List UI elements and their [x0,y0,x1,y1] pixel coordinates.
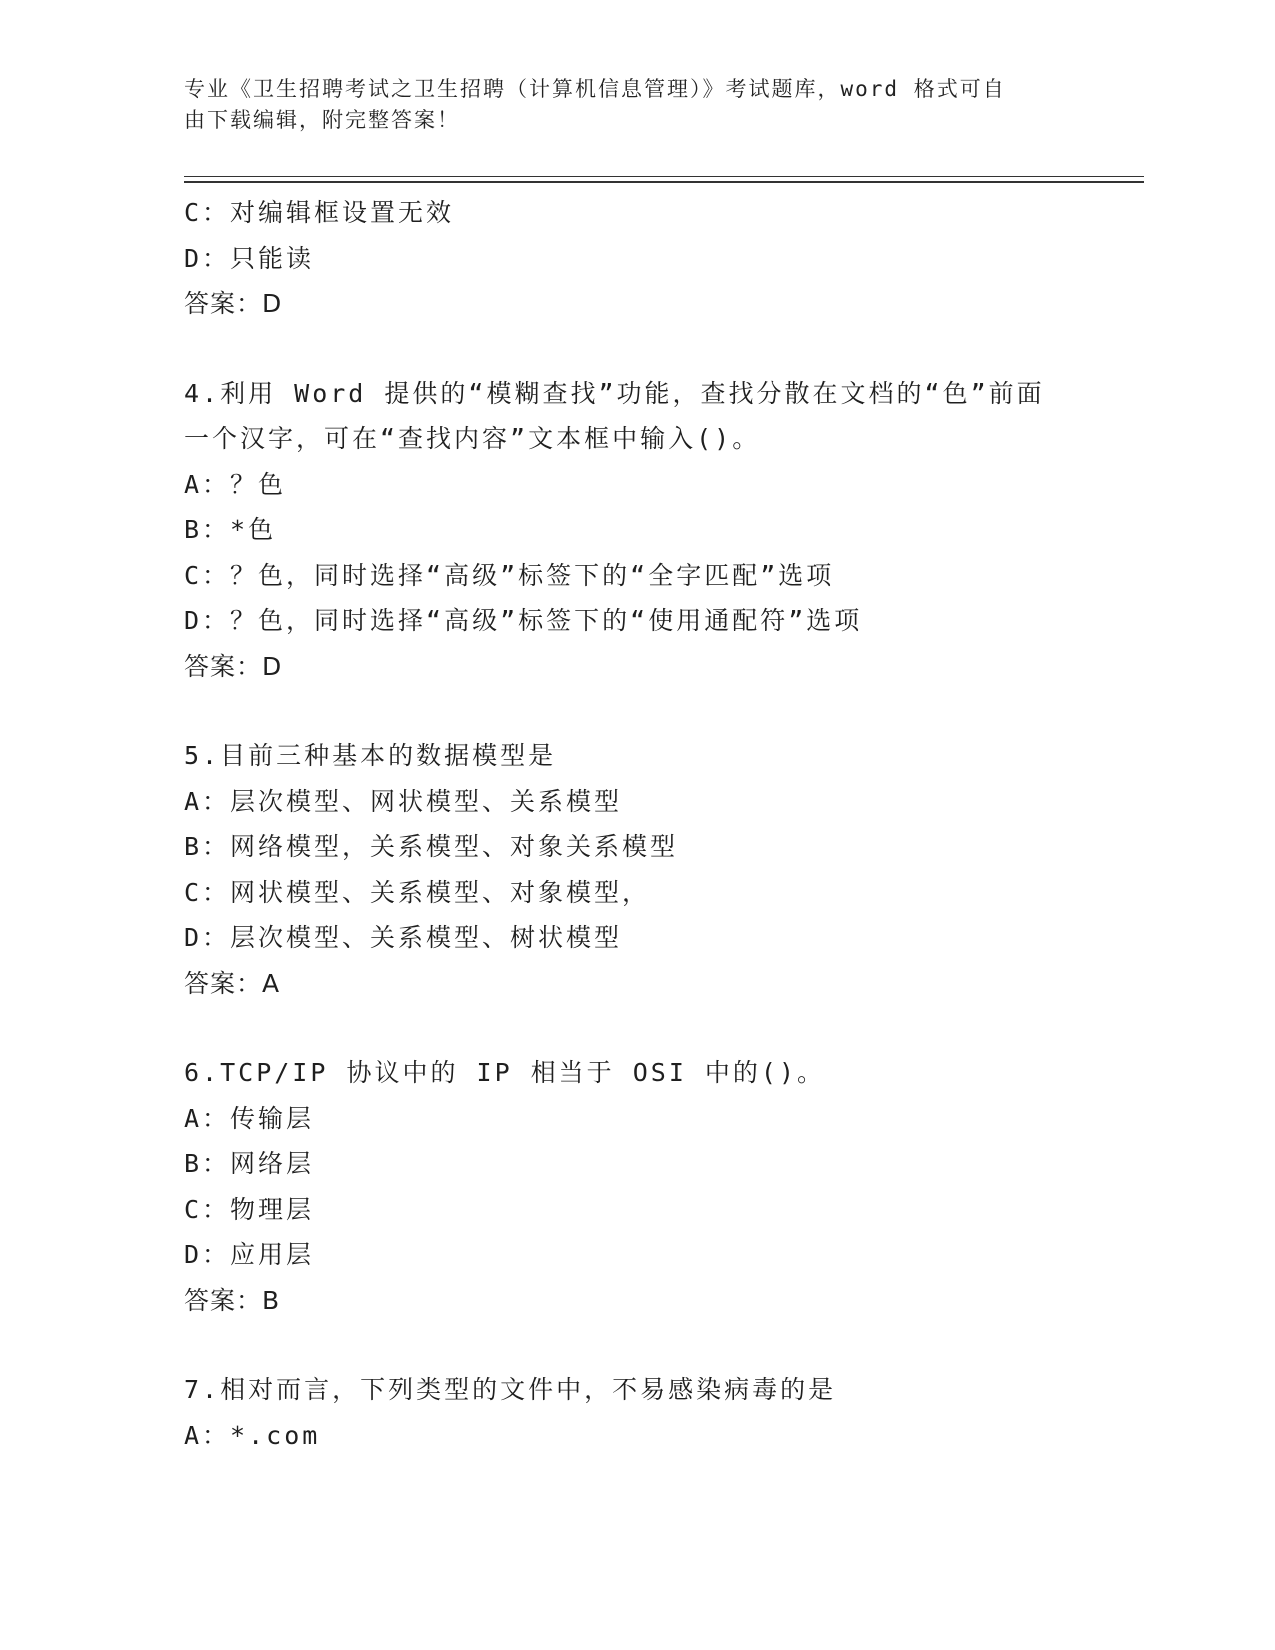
option-b: B：网络层 [184,1149,315,1178]
document-header [184,74,1064,136]
question-block-6 [184,1050,1144,1323]
option-c: C：？色，同时选择“高级”标签下的“全字匹配”选项 [184,560,835,590]
question-stem: 4.利用 Word 提供的“模糊查找”功能，查找分散在文档的“色”前面 [184,378,1045,408]
option-d: D：层次模型、关系模型、树状模型 [184,923,623,952]
question-block-3 [184,190,1144,327]
option-c: C：物理层 [184,1194,315,1224]
answer-label: 答案：A [184,968,281,998]
answer-label: 答案：D [184,289,283,318]
option-a: A：传输层 [184,1103,315,1133]
option-c: C：网状模型、关系模型、对象模型， [184,877,651,907]
option-d: D：应用层 [184,1240,315,1269]
option-b: B：*色 [184,515,277,544]
question-stem: 7.相对而言，下列类型的文件中，不易感染病毒的是 [184,1375,837,1404]
option-a: A：层次模型、网状模型、关系模型 [184,786,623,816]
header-divider-thin [184,176,1144,177]
option-d: D：？色，同时选择“高级”标签下的“使用通配符”选项 [184,606,863,635]
question-block-7 [184,1367,1144,1458]
option-b: B：网络模型，关系模型、对象关系模型 [184,832,679,861]
option-a: A：*.com [184,1420,321,1450]
question-block-4 [184,371,1144,690]
question-stem: 一个汉字，可在“查找内容”文本框中输入()。 [184,424,761,453]
header-divider-thick [184,181,1144,183]
question-list [184,190,1144,1458]
option-a: A：？色 [184,469,287,499]
header-line-1: 专业《卫生招聘考试之卫生招聘（计算机信息管理）》考试题库，word 格式可自 [184,77,1006,101]
question-stem: 6.TCP/IP 协议中的 IP 相当于 OSI 中的()。 [184,1058,826,1087]
question-block-5 [184,733,1144,1006]
option-c: C：对编辑框设置无效 [184,198,455,227]
option-d: D：只能读 [184,243,315,273]
question-stem: 5.目前三种基本的数据模型是 [184,741,557,770]
header-line-2: 由下载编辑，附完整答案！ [184,108,460,132]
answer-label: 答案：D [184,651,283,681]
answer-label: 答案：B [184,1285,281,1315]
